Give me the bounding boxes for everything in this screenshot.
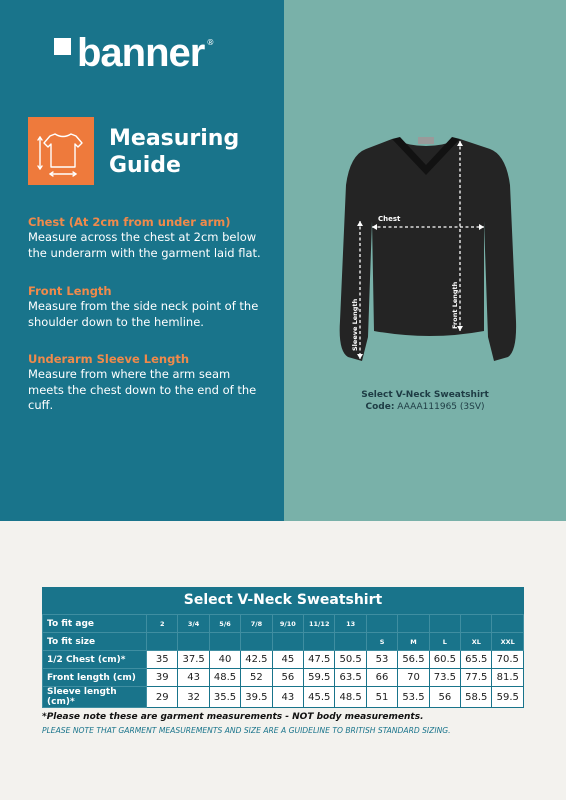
size-cell: S [366,633,397,651]
size-cell [241,633,272,651]
size-grid [42,614,524,708]
product-code-value: AAAA111965 (3SV) [397,402,485,412]
front-cell: 59.5 [304,669,335,687]
size-cell [209,633,240,651]
sleeve-length-row [43,687,524,708]
chest-cell: 40 [209,651,240,669]
chest-cell: 47.5 [304,651,335,669]
guide-title-line2: Guide [109,153,181,178]
age-cell: 13 [335,615,366,633]
front-cell: 63.5 [335,669,366,687]
size-cell [304,633,335,651]
chest-cell: 56.5 [398,651,429,669]
section-chest-text: Measure across the chest at 2cm below the underarm with the garment laid flat. [28,230,261,260]
front-cell: 77.5 [461,669,492,687]
front-cell: 73.5 [429,669,460,687]
front-cell: 70 [398,669,429,687]
size-table [42,587,524,708]
chest-measure-label: Chest [378,215,401,223]
section-chest [28,215,268,261]
front-cell: 43 [178,669,209,687]
size-table-title: Select V-Neck Sweatshirt [42,587,524,614]
sleeve-cell: 53.5 [398,687,429,708]
sweatshirt-illustration [330,125,522,365]
size-cell [272,633,303,651]
sleeve-cell: 48.5 [335,687,366,708]
age-cell [398,615,429,633]
age-cell: 9/10 [272,615,303,633]
age-cell [492,615,524,633]
guide-title [109,125,239,179]
product-code [284,402,566,412]
chest-cell: 70.5 [492,651,524,669]
guide-title-line1: Measuring [109,126,240,151]
logo-reg-mark: ® [206,38,215,47]
section-sleeve-heading: Underarm Sleeve Length [28,352,189,366]
chest-row [43,651,524,669]
age-cell: 11/12 [304,615,335,633]
section-chest-heading: Chest (At 2cm from under arm) [28,215,231,229]
chest-cell: 53 [366,651,397,669]
chest-cell: 60.5 [429,651,460,669]
size-cell [178,633,209,651]
brand-logo [54,32,214,74]
garment-note: *Please note these are garment measurements - NOT body measurements. [42,712,424,722]
section-sleeve-length [28,352,268,414]
age-cell [461,615,492,633]
sizing-note: PLEASE NOTE THAT GARMENT MEASUREMENTS AND SIZE ARE A GUIDELINE TO BRITISH STANDARD SIZING. [42,726,451,735]
chest-cell: 35 [147,651,178,669]
logo-text: banner [77,31,205,75]
size-row [43,633,524,651]
sleeve-cell: 51 [366,687,397,708]
size-cell [147,633,178,651]
product-code-label: Code: [365,402,395,412]
chest-cell: 37.5 [178,651,209,669]
sleeve-cell: 58.5 [461,687,492,708]
age-cell: 2 [147,615,178,633]
size-cell [335,633,366,651]
sleeve-cell: 43 [272,687,303,708]
sleeve-cell: 35.5 [209,687,240,708]
chest-row-label: 1/2 Chest (cm)* [43,651,147,669]
sleeve-cell: 39.5 [241,687,272,708]
age-cell [366,615,397,633]
front-row-label: Front length (cm) [43,669,147,687]
front-cell: 81.5 [492,669,524,687]
section-sleeve-text: Measure from where the arm seam meets the chest down to the end of the cuff. [28,367,257,412]
front-cell: 56 [272,669,303,687]
age-cell: 7/8 [241,615,272,633]
chest-cell: 45 [272,651,303,669]
age-cell [429,615,460,633]
size-cell: L [429,633,460,651]
size-cell: M [398,633,429,651]
front-cell: 48.5 [209,669,240,687]
chest-cell: 65.5 [461,651,492,669]
front-measure-label: Front Length [451,281,459,329]
section-front-length [28,284,268,330]
front-cell: 66 [366,669,397,687]
age-label: To fit age [43,615,147,633]
sleeve-cell: 45.5 [304,687,335,708]
section-front-text: Measure from the side neck point of the shoulder down to the hemline. [28,299,259,329]
sleeve-cell: 56 [429,687,460,708]
size-cell: XXL [492,633,524,651]
front-cell: 39 [147,669,178,687]
left-panel [0,0,284,521]
logo-square [54,38,71,55]
age-cell: 3/4 [178,615,209,633]
age-row [43,615,524,633]
sleeve-cell: 29 [147,687,178,708]
front-cell: 52 [241,669,272,687]
tshirt-measure-icon [28,117,94,185]
sleeve-measure-label: Sleeve Length [351,298,359,351]
section-front-heading: Front Length [28,284,112,298]
front-length-row [43,669,524,687]
size-cell: XL [461,633,492,651]
size-label: To fit size [43,633,147,651]
chest-cell: 50.5 [335,651,366,669]
sleeve-row-label: Sleeve length (cm)* [43,687,147,708]
product-name: Select V-Neck Sweatshirt [361,390,489,400]
chest-cell: 42.5 [241,651,272,669]
age-cell: 5/6 [209,615,240,633]
sleeve-cell: 59.5 [492,687,524,708]
sleeve-cell: 32 [178,687,209,708]
